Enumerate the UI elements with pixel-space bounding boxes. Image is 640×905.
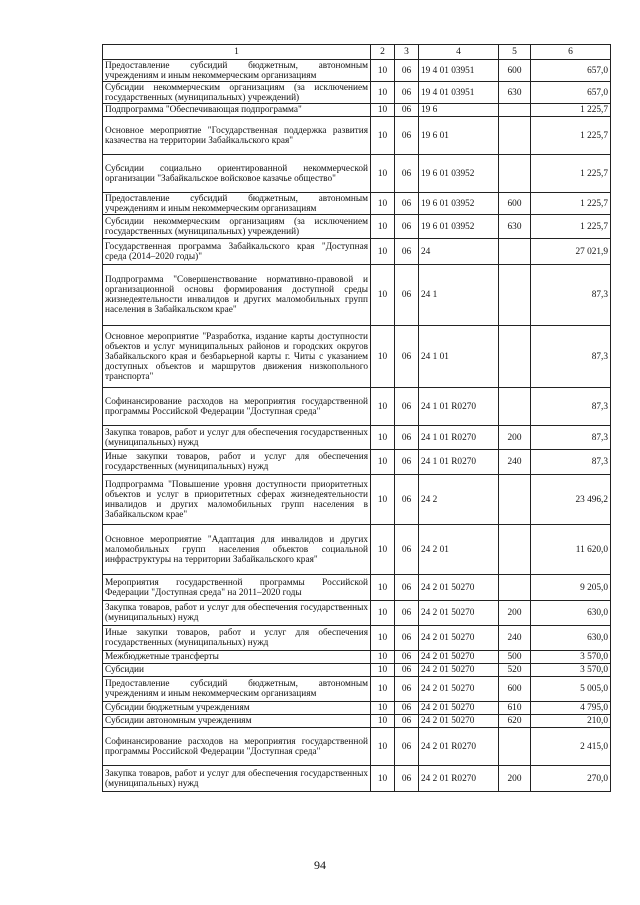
row-target-article: 24 2 01 50270 <box>419 651 499 664</box>
row-expense-type: 500 <box>499 651 531 664</box>
row-subsection: 06 <box>395 82 419 104</box>
row-section: 10 <box>371 575 395 601</box>
row-section: 10 <box>371 525 395 575</box>
row-name: Субсидии <box>103 664 371 677</box>
row-target-article: 24 1 01 R0270 <box>419 450 499 475</box>
row-name: Основное мероприятие "Государственная поддержка развития казачества на территории Забайкальского края" <box>103 117 371 155</box>
table-row <box>103 601 611 626</box>
row-name: Предоставление субсидий бюджетным, автономным учреждениям и иным некоммерческим организациям <box>103 677 371 702</box>
table-row <box>103 155 611 193</box>
row-target-article: 24 2 01 50270 <box>419 575 499 601</box>
table-body <box>103 60 611 792</box>
table-row <box>103 664 611 677</box>
row-section: 10 <box>371 239 395 265</box>
table-row <box>103 117 611 155</box>
row-subsection: 06 <box>395 155 419 193</box>
row-subsection: 06 <box>395 388 419 426</box>
row-expense-type <box>499 326 531 388</box>
row-amount: 5 005,0 <box>531 677 611 702</box>
row-target-article: 19 4 01 03951 <box>419 82 499 104</box>
row-subsection: 06 <box>395 677 419 702</box>
row-amount: 1 225,7 <box>531 193 611 215</box>
row-expense-type <box>499 475 531 525</box>
row-name: Предоставление субсидий бюджетным, автономным учреждениям и иным некоммерческим организациям <box>103 60 371 82</box>
row-subsection: 06 <box>395 525 419 575</box>
row-name: Основное мероприятие "Адаптация для инвалидов и других маломобильных групп населения объектов социальной инфраструктуры на территории Забайкальского края" <box>103 525 371 575</box>
row-name: Предоставление субсидий бюджетным, автономным учреждениям и иным некоммерческим организациям <box>103 193 371 215</box>
row-expense-type <box>499 575 531 601</box>
row-subsection: 06 <box>395 575 419 601</box>
row-subsection: 06 <box>395 702 419 715</box>
table-row <box>103 239 611 265</box>
table-row <box>103 265 611 326</box>
row-target-article: 24 1 01 R0270 <box>419 426 499 450</box>
row-section: 10 <box>371 450 395 475</box>
row-target-article: 19 6 01 03952 <box>419 215 499 239</box>
table-row <box>103 326 611 388</box>
row-section: 10 <box>371 215 395 239</box>
row-subsection: 06 <box>395 265 419 326</box>
row-name: Закупка товаров, работ и услуг для обеспечения государственных (муниципальных) нужд <box>103 766 371 792</box>
row-expense-type: 630 <box>499 82 531 104</box>
col-header-target-article: 4 <box>419 45 499 60</box>
table-row <box>103 525 611 575</box>
row-target-article: 24 2 01 <box>419 525 499 575</box>
row-expense-type: 610 <box>499 702 531 715</box>
row-name: Подпрограмма "Совершенствование нормативно-правовой и организационной основы формирования доступной среды жизнедеятельности инвалидов и других маломобильных групп населения в Забайкальском крае" <box>103 265 371 326</box>
row-amount: 27 021,9 <box>531 239 611 265</box>
row-expense-type <box>499 239 531 265</box>
row-name: Основное мероприятие "Разработка, издание карты доступности объектов и услуг муниципальных районов и городских округов Забайкальского края и безбарьерной карты г. Читы с указанием доступных объектов и маршрутов движения низкопольного транспорта" <box>103 326 371 388</box>
row-expense-type: 600 <box>499 60 531 82</box>
row-subsection: 06 <box>395 715 419 728</box>
row-amount: 210,0 <box>531 715 611 728</box>
row-subsection: 06 <box>395 626 419 651</box>
row-section: 10 <box>371 60 395 82</box>
header-row <box>103 45 611 60</box>
row-name: Подпрограмма "Повышение уровня доступности приоритетных объектов и услуг в приоритетных сферах жизнедеятельности инвалидов и других маломобильных групп населения в Забайкальском крае" <box>103 475 371 525</box>
table-row <box>103 766 611 792</box>
row-expense-type: 600 <box>499 677 531 702</box>
row-subsection: 06 <box>395 728 419 766</box>
col-header-amount: 6 <box>531 45 611 60</box>
budget-table <box>102 44 611 792</box>
row-section: 10 <box>371 766 395 792</box>
row-name: Софинансирование расходов на мероприятия государственной программы Российской Федерации "Доступная среда" <box>103 388 371 426</box>
row-expense-type <box>499 728 531 766</box>
row-target-article: 24 1 <box>419 265 499 326</box>
col-header-section: 2 <box>371 45 395 60</box>
row-amount: 87,3 <box>531 265 611 326</box>
row-amount: 4 795,0 <box>531 702 611 715</box>
row-amount: 87,3 <box>531 326 611 388</box>
row-amount: 657,0 <box>531 60 611 82</box>
row-section: 10 <box>371 702 395 715</box>
row-amount: 87,3 <box>531 450 611 475</box>
row-subsection: 06 <box>395 766 419 792</box>
row-expense-type <box>499 155 531 193</box>
row-target-article: 24 2 01 50270 <box>419 601 499 626</box>
row-amount: 1 225,7 <box>531 104 611 117</box>
row-subsection: 06 <box>395 664 419 677</box>
row-expense-type: 200 <box>499 601 531 626</box>
row-name: Межбюджетные трансферты <box>103 651 371 664</box>
row-name: Государственная программа Забайкальского края "Доступная среда (2014–2020 годы)" <box>103 239 371 265</box>
col-header-name: 1 <box>103 45 371 60</box>
row-amount: 9 205,0 <box>531 575 611 601</box>
row-section: 10 <box>371 155 395 193</box>
row-amount: 2 415,0 <box>531 728 611 766</box>
row-name: Субсидии социально ориентированной некоммерческой организации "Забайкальское войсковое казачье общество" <box>103 155 371 193</box>
table-row <box>103 651 611 664</box>
row-target-article: 24 2 01 50270 <box>419 664 499 677</box>
row-target-article: 19 6 01 <box>419 117 499 155</box>
row-name: Мероприятия государственной программы Российской Федерации "Доступная среда" на 2011–2020 годы <box>103 575 371 601</box>
row-amount: 1 225,7 <box>531 155 611 193</box>
row-subsection: 06 <box>395 117 419 155</box>
row-subsection: 06 <box>395 450 419 475</box>
row-section: 10 <box>371 677 395 702</box>
table-row <box>103 426 611 450</box>
row-amount: 11 620,0 <box>531 525 611 575</box>
row-subsection: 06 <box>395 239 419 265</box>
row-expense-type <box>499 265 531 326</box>
row-subsection: 06 <box>395 193 419 215</box>
row-expense-type <box>499 104 531 117</box>
row-section: 10 <box>371 601 395 626</box>
row-name: Иные закупки товаров, работ и услуг для обеспечения государственных (муниципальных) нужд <box>103 626 371 651</box>
row-expense-type: 240 <box>499 450 531 475</box>
row-section: 10 <box>371 193 395 215</box>
row-subsection: 06 <box>395 215 419 239</box>
row-name: Софинансирование расходов на мероприятия государственной программы Российской Федерации "Доступная среда" <box>103 728 371 766</box>
row-name: Субсидии некоммерческим организациям (за исключением государственных (муниципальных) учреждений) <box>103 82 371 104</box>
table-row <box>103 104 611 117</box>
col-header-subsection: 3 <box>395 45 419 60</box>
row-name: Субсидии некоммерческим организациям (за исключением государственных (муниципальных) учреждений) <box>103 215 371 239</box>
table-row <box>103 450 611 475</box>
table-row <box>103 215 611 239</box>
row-expense-type: 620 <box>499 715 531 728</box>
row-amount: 270,0 <box>531 766 611 792</box>
row-section: 10 <box>371 664 395 677</box>
row-section: 10 <box>371 475 395 525</box>
row-expense-type: 630 <box>499 215 531 239</box>
page-number: 94 <box>314 858 326 872</box>
row-target-article: 19 6 01 03952 <box>419 155 499 193</box>
row-target-article: 24 2 01 R0270 <box>419 766 499 792</box>
table-row <box>103 60 611 82</box>
row-name: Подпрограмма "Обеспечивающая подпрограмма" <box>103 104 371 117</box>
row-target-article: 24 2 01 50270 <box>419 715 499 728</box>
row-target-article: 19 6 <box>419 104 499 117</box>
row-expense-type: 240 <box>499 626 531 651</box>
table-row <box>103 475 611 525</box>
row-name: Иные закупки товаров, работ и услуг для обеспечения государственных (муниципальных) нужд <box>103 450 371 475</box>
row-target-article: 24 1 01 <box>419 326 499 388</box>
row-expense-type <box>499 117 531 155</box>
table-row <box>103 626 611 651</box>
table-row <box>103 575 611 601</box>
row-amount: 3 570,0 <box>531 664 611 677</box>
row-subsection: 06 <box>395 326 419 388</box>
row-target-article: 24 <box>419 239 499 265</box>
row-amount: 87,3 <box>531 388 611 426</box>
row-section: 10 <box>371 651 395 664</box>
table-row <box>103 82 611 104</box>
row-name: Субсидии автономным учреждениям <box>103 715 371 728</box>
row-target-article: 24 2 01 R0270 <box>419 728 499 766</box>
row-section: 10 <box>371 715 395 728</box>
row-expense-type: 520 <box>499 664 531 677</box>
row-expense-type <box>499 388 531 426</box>
table-row <box>103 193 611 215</box>
row-subsection: 06 <box>395 60 419 82</box>
row-amount: 630,0 <box>531 626 611 651</box>
row-amount: 23 496,2 <box>531 475 611 525</box>
row-expense-type: 200 <box>499 766 531 792</box>
row-section: 10 <box>371 117 395 155</box>
row-amount: 657,0 <box>531 82 611 104</box>
row-target-article: 24 2 <box>419 475 499 525</box>
row-amount: 1 225,7 <box>531 215 611 239</box>
table-row <box>103 702 611 715</box>
row-section: 10 <box>371 388 395 426</box>
row-name: Закупка товаров, работ и услуг для обеспечения государственных (муниципальных) нужд <box>103 601 371 626</box>
row-target-article: 19 4 01 03951 <box>419 60 499 82</box>
table-row <box>103 715 611 728</box>
row-expense-type <box>499 525 531 575</box>
row-section: 10 <box>371 82 395 104</box>
row-subsection: 06 <box>395 651 419 664</box>
row-subsection: 06 <box>395 426 419 450</box>
row-expense-type: 600 <box>499 193 531 215</box>
row-amount: 3 570,0 <box>531 651 611 664</box>
row-amount: 1 225,7 <box>531 117 611 155</box>
row-target-article: 24 2 01 50270 <box>419 626 499 651</box>
row-amount: 630,0 <box>531 601 611 626</box>
row-section: 10 <box>371 265 395 326</box>
row-expense-type: 200 <box>499 426 531 450</box>
table-row <box>103 677 611 702</box>
row-subsection: 06 <box>395 104 419 117</box>
row-section: 10 <box>371 626 395 651</box>
col-header-expense-type: 5 <box>499 45 531 60</box>
row-target-article: 24 2 01 50270 <box>419 702 499 715</box>
row-name: Закупка товаров, работ и услуг для обеспечения государственных (муниципальных) нужд <box>103 426 371 450</box>
table-row <box>103 388 611 426</box>
row-target-article: 24 2 01 50270 <box>419 677 499 702</box>
row-target-article: 19 6 01 03952 <box>419 193 499 215</box>
row-amount: 87,3 <box>531 426 611 450</box>
row-name: Субсидии бюджетным учреждениям <box>103 702 371 715</box>
row-section: 10 <box>371 728 395 766</box>
row-section: 10 <box>371 104 395 117</box>
table-row <box>103 728 611 766</box>
row-section: 10 <box>371 326 395 388</box>
row-section: 10 <box>371 426 395 450</box>
row-subsection: 06 <box>395 475 419 525</box>
row-target-article: 24 1 01 R0270 <box>419 388 499 426</box>
row-subsection: 06 <box>395 601 419 626</box>
